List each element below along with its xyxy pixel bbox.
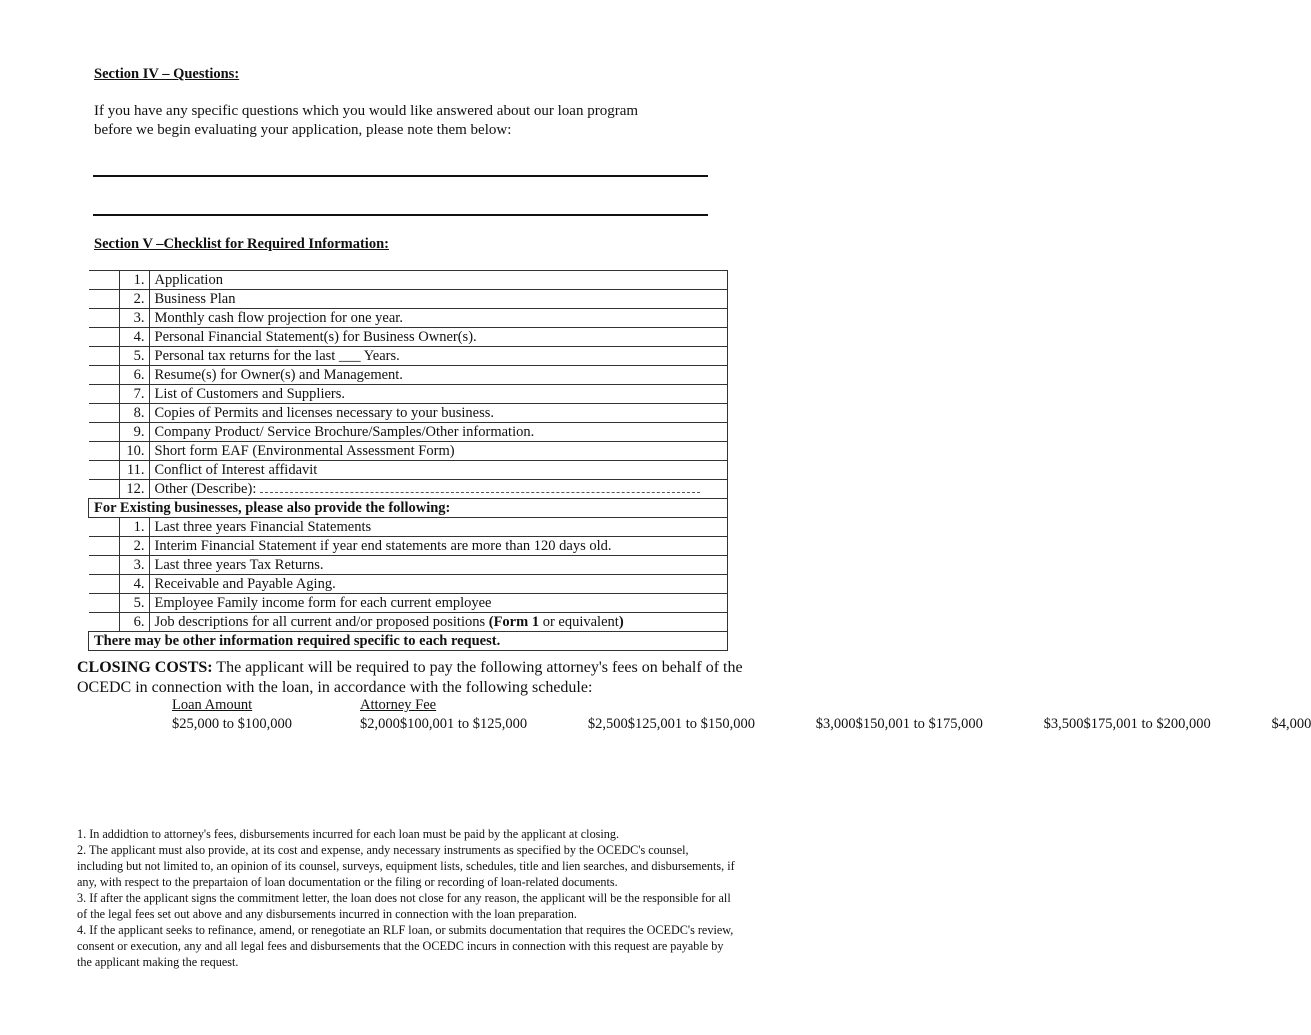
checklist-row <box>89 518 728 537</box>
checklist-row <box>89 328 728 347</box>
attorney-fee: $4,000 <box>1271 716 1311 732</box>
loan-amount: $175,001 to $200,000 <box>1083 716 1211 732</box>
item-label: Employee Family income form for each current employee <box>154 595 492 611</box>
attorney-fee: $2,000 <box>360 716 400 732</box>
item-number: 11. <box>119 461 149 480</box>
fee-schedule <box>172 696 1311 734</box>
footnote: 1. In addidtion to attorney's fees, disbursements incurred for each loan must be paid by the applicant at closing. <box>77 827 620 841</box>
item-label: Last three years Tax Returns. <box>154 557 324 573</box>
empty-cell <box>89 271 120 290</box>
closing-costs-text <box>77 658 757 698</box>
item-label: Business Plan <box>154 291 236 307</box>
item-text <box>149 328 728 347</box>
text-line: If you have any specific questions which you would like answered about our loan program <box>94 103 639 119</box>
item-number: 3. <box>119 309 149 328</box>
text-line: The applicant will be required to pay the following attorney's fees on behalf of the <box>212 659 743 676</box>
item-number: 5. <box>119 594 149 613</box>
item-label: Other (Describe): <box>154 481 257 497</box>
section-iv-text <box>94 102 638 140</box>
item-number: 1. <box>119 271 149 290</box>
existing-businesses-heading: For Existing businesses, please also provide the following: <box>89 499 728 518</box>
empty-cell <box>89 328 120 347</box>
item-label: Personal tax returns for the last ___ Years. <box>154 348 400 364</box>
loan-amount-header: Loan Amount <box>172 697 253 713</box>
checklist-row <box>89 575 728 594</box>
checklist-row <box>89 537 728 556</box>
item-label: ) <box>618 614 624 630</box>
item-text <box>149 404 728 423</box>
footnote: 2. The applicant must also provide, at its cost and expense, andy necessary instruments as specified by the OCEDC's counsel, including but not limited to, an opinion of its counsel, surveys, equipment lists, schedules, title and lien searches, and disbursements, if any, with respect to the prepartaion of loan documentation or the filing or recording of loan-related documents. <box>77 843 735 889</box>
item-label: Interim Financial Statement if year end statements are more than 120 days old. <box>154 538 612 554</box>
checklist-row <box>89 423 728 442</box>
fee-schedule-row <box>172 715 400 734</box>
checklist-row <box>89 309 728 328</box>
item-label: Resume(s) for Owner(s) and Management. <box>154 367 403 383</box>
footnote: 4. If the applicant seeks to refinance, amend, or renegotiate an RLF loan, or submits documentation that requires the OCEDC's review, consent or execution, any and all legal fees and disbursements that the OCEDC incurs in connection with this request are payable by the applicant making the request. <box>77 923 734 969</box>
item-label: Receivable and Payable Aging. <box>154 576 336 592</box>
footnotes <box>77 826 737 970</box>
checklist-row <box>89 613 728 632</box>
fee-schedule-row <box>856 715 1084 734</box>
item-text <box>149 556 728 575</box>
checklist-row <box>89 366 728 385</box>
item-number: 6. <box>119 366 149 385</box>
answer-line-1[interactable] <box>93 175 708 177</box>
loan-amount: $25,000 to $100,000 <box>172 716 293 732</box>
fee-schedule-row <box>628 715 856 734</box>
empty-cell <box>89 347 120 366</box>
text-line: OCEDC in connection with the loan, in accordance with the following schedule: <box>77 679 593 696</box>
closing-costs-label: CLOSING COSTS: <box>77 659 213 676</box>
empty-cell <box>89 537 120 556</box>
item-text <box>149 613 728 632</box>
attorney-fee-header: Attorney Fee <box>360 697 437 713</box>
checklist-row <box>89 556 728 575</box>
empty-cell <box>89 518 120 537</box>
item-number: 10. <box>119 442 149 461</box>
item-text <box>149 575 728 594</box>
empty-cell <box>89 404 120 423</box>
item-label: Copies of Permits and licenses necessary to your business. <box>154 405 494 421</box>
attorney-fee: $3,500 <box>1043 716 1084 732</box>
item-number: 7. <box>119 385 149 404</box>
empty-cell <box>89 613 120 632</box>
item-text <box>149 347 728 366</box>
checklist-row <box>89 594 728 613</box>
checklist-row <box>89 347 728 366</box>
checklist-footer-row <box>89 632 728 651</box>
empty-cell <box>89 480 120 499</box>
empty-cell <box>89 442 120 461</box>
item-label: Company Product/ Service Brochure/Samples/Other information. <box>154 424 535 440</box>
checklist-row <box>89 442 728 461</box>
item-text <box>149 385 728 404</box>
fee-schedule-header <box>172 696 1311 715</box>
item-text <box>149 594 728 613</box>
attorney-fee: $3,000 <box>815 716 856 732</box>
checklist-row <box>89 480 728 499</box>
item-number: 5. <box>119 347 149 366</box>
loan-amount: $125,001 to $150,000 <box>627 716 756 732</box>
item-label: Job descriptions for all current and/or proposed positions <box>154 614 489 630</box>
loan-amount: $150,001 to $175,000 <box>855 716 983 732</box>
empty-cell <box>89 366 120 385</box>
item-label: List of Customers and Suppliers. <box>154 386 346 402</box>
item-number: 2. <box>119 290 149 309</box>
empty-cell <box>89 594 120 613</box>
describe-blank[interactable] <box>260 480 700 493</box>
form-reference: (Form 1 <box>488 614 540 630</box>
text-line: before we begin evaluating your application, please note them below: <box>94 122 512 138</box>
item-number: 8. <box>119 404 149 423</box>
item-number: 6. <box>119 613 149 632</box>
fee-schedule-row <box>1084 715 1311 734</box>
item-text <box>149 290 728 309</box>
checklist-subheading-row <box>89 499 728 518</box>
item-text <box>149 518 728 537</box>
item-label: Application <box>154 272 223 288</box>
loan-amount: $100,001 to $125,000 <box>399 716 528 732</box>
empty-cell <box>89 385 120 404</box>
empty-cell <box>89 309 120 328</box>
footnote: 3. If after the applicant signs the commitment letter, the loan does not close for any reason, the applicant will be the responsible for all of the legal fees set out above and any disbursements incurred in connection with the loan preparation. <box>77 891 731 921</box>
answer-line-2[interactable] <box>93 214 708 216</box>
item-number: 4. <box>119 328 149 347</box>
item-label: Personal Financial Statement(s) for Business Owner(s). <box>154 329 477 345</box>
item-number: 4. <box>119 575 149 594</box>
item-text <box>149 309 728 328</box>
item-text <box>149 423 728 442</box>
item-text <box>149 461 728 480</box>
section-iv-heading: Section IV – Questions: <box>94 66 240 82</box>
fee-schedule-row <box>400 715 628 734</box>
item-label: Last three years Financial Statements <box>154 519 372 535</box>
item-text <box>149 366 728 385</box>
section-v-heading: Section V –Checklist for Required Information: <box>94 236 389 252</box>
item-number: 1. <box>119 518 149 537</box>
item-text <box>149 271 728 290</box>
item-number: 9. <box>119 423 149 442</box>
item-label: Conflict of Interest affidavit <box>154 462 318 478</box>
checklist-table <box>88 270 728 651</box>
checklist-row <box>89 385 728 404</box>
item-text <box>149 480 728 499</box>
other-information-note: There may be other information required specific to each request. <box>89 632 728 651</box>
item-label: Monthly cash flow projection for one year. <box>154 310 403 326</box>
item-number: 2. <box>119 537 149 556</box>
checklist-row <box>89 290 728 309</box>
item-label: or equivalent <box>539 614 619 630</box>
item-number: 3. <box>119 556 149 575</box>
item-number: 12. <box>119 480 149 499</box>
checklist-row <box>89 271 728 290</box>
empty-cell <box>89 556 120 575</box>
empty-cell <box>89 290 120 309</box>
checklist-row <box>89 404 728 423</box>
empty-cell <box>89 423 120 442</box>
checklist-row <box>89 461 728 480</box>
attorney-fee: $2,500 <box>587 716 628 732</box>
empty-cell <box>89 461 120 480</box>
item-text <box>149 442 728 461</box>
empty-cell <box>89 575 120 594</box>
item-label: Short form EAF (Environmental Assessment Form) <box>154 443 455 459</box>
item-text <box>149 537 728 556</box>
